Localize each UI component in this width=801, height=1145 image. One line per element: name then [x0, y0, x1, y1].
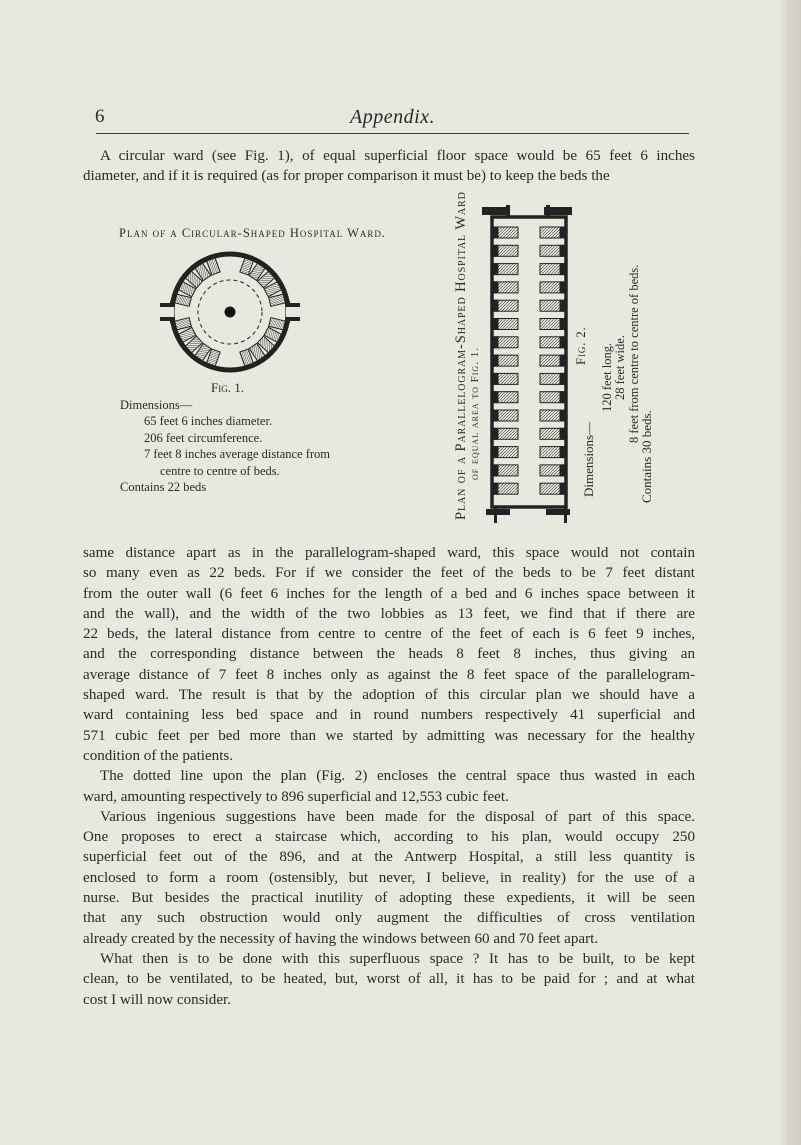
text-line: The dotted line upon the plan (Fig. 2) encloses the central space thus wasted in each	[100, 768, 695, 785]
bed-head-icon	[560, 392, 564, 403]
bed-icon	[175, 294, 192, 306]
text-line: Various ingenious suggestions have been made for the disposal of part of this space.	[100, 808, 695, 825]
bed-head-icon	[494, 392, 498, 403]
bed-head-icon	[560, 465, 564, 476]
dimension-line: 120 feet long.	[600, 342, 614, 412]
bed-head-icon	[494, 447, 498, 458]
figure-2-caption: Fig. 2.	[573, 326, 588, 365]
figure-1-caption: Fig. 1.	[211, 380, 244, 395]
figure-2-dimensions-label: Dimensions—	[581, 421, 596, 497]
bed-head-icon	[494, 319, 498, 330]
text-line: and the wall), and the width of the two lobbies as 13 feet, we find that if there are	[83, 605, 695, 622]
header-rule	[96, 133, 689, 134]
body-text	[83, 543, 695, 1010]
page-edge	[779, 0, 801, 1145]
text-line: clean, to be ventilated, to be heated, but, worst of all, it has to be paid for ; and at what	[83, 971, 695, 988]
bed-head-icon	[560, 355, 564, 366]
dimensions-label: Dimensions—	[120, 398, 193, 412]
figure-2-bed-count: Contains 30 beds.	[639, 410, 654, 503]
bed-icon	[269, 294, 286, 306]
figure-1-title: Plan of a Circular-Shaped Hospital Ward.	[119, 226, 387, 240]
text-line: ward containing less bed space and in round numbers respectively 41 superficial and	[83, 707, 695, 724]
dimension-line: 28 feet wide.	[613, 335, 627, 400]
text-line: 571 cubic feet per bed more than we started by admitting was necessary for the healthy	[83, 727, 695, 744]
text-line: already created by the necessity of having the windows between 60 and 70 feet apart.	[83, 930, 599, 947]
dimension-line: 8 feet from centre to centre of beds.	[627, 264, 641, 443]
text-line: enclosed to form a room (ostensibly, but never, I believe, in reality) for the use of a	[83, 869, 695, 886]
bed-head-icon	[560, 319, 564, 330]
text-line: 22 beds, the lateral distance from centre to centre of the feet of each is 6 feet 9 inches,	[83, 626, 695, 643]
figure-1-dimensions	[120, 397, 330, 495]
text-line: shaped ward. The result is that by the adoption of this circular plan we should have a	[83, 687, 695, 704]
dimension-line: 206 feet circumference.	[144, 430, 263, 445]
bed-head-icon	[494, 465, 498, 476]
bed-head-icon	[560, 410, 564, 421]
dimension-line: 7 feet 8 inches average distance from	[144, 447, 331, 462]
bed-head-icon	[560, 483, 564, 494]
text-line: and the corresponding distance between the heads 8 feet 8 inches, thus giving an	[83, 646, 695, 663]
text-line: ward, amounting respectively to 896 superficial and 12,553 cubic feet.	[83, 788, 509, 805]
page-number: 6	[95, 106, 105, 127]
bed-head-icon	[494, 355, 498, 366]
running-title: Appendix.	[349, 106, 436, 128]
bed-head-icon	[560, 227, 564, 238]
bed-head-icon	[560, 447, 564, 458]
text-line: so many even as 22 beds. For if we consider the feet of the beds to be 7 feet distant	[83, 565, 695, 582]
bed-head-icon	[494, 245, 498, 256]
bed-head-icon	[494, 264, 498, 275]
text-line: diameter, and if it is required (as for proper comparison it must be) to keep the beds the	[83, 168, 610, 185]
bed-head-icon	[494, 227, 498, 238]
bed-head-icon	[494, 483, 498, 494]
figure-2-parallelogram-ward-plan	[482, 205, 572, 523]
bed-head-icon	[494, 337, 498, 348]
text-line: One proposes to erect a staircase which, according to his plan, would occupy 250	[83, 829, 695, 846]
text-line: superficial feet out of the 896, and at the Antwerp Hospital, a still less quantity is	[83, 849, 695, 866]
bed-head-icon	[560, 282, 564, 293]
dimension-line: centre to centre of beds.	[160, 463, 280, 478]
text-line: that any such obstruction would only augment the difficulties of cross ventilation	[83, 910, 695, 927]
text-line: cost I will now consider.	[83, 991, 231, 1008]
bed-count: Contains 22 beds	[120, 480, 207, 495]
text-line: same distance apart as in the parallelogram-shaped ward, this space would not contain	[83, 545, 695, 561]
bed-head-icon	[494, 428, 498, 439]
text-line: nurse. But besides the practical inutility of adopting these expedients, it will be seen	[83, 890, 695, 907]
figure-2-title: Plan of a Parallelogram-Shaped Hospital Ward	[453, 191, 469, 520]
bed-head-icon	[560, 428, 564, 439]
bed-head-icon	[494, 282, 498, 293]
figure-2-subtitle: of equal area to Fig. 1.	[469, 347, 481, 480]
text-line: from the outer wall (6 feet 6 inches for the length of a bed and 6 inches space between it	[83, 585, 695, 602]
intro-paragraph	[83, 146, 695, 187]
bed-icon	[269, 318, 286, 330]
text-line: average distance of 7 feet 8 inches only as against the 8 feet space of the parallelogram-	[83, 666, 695, 683]
bed-head-icon	[560, 300, 564, 311]
bed-head-icon	[494, 300, 498, 311]
text-line: What then is to be done with this superfluous space ? It has to be built, to be kept	[100, 950, 695, 967]
bed-head-icon	[560, 264, 564, 275]
page-header	[95, 106, 690, 130]
bed-head-icon	[494, 373, 498, 384]
bed-head-icon	[560, 337, 564, 348]
bed-head-icon	[560, 373, 564, 384]
dimension-line: 65 feet 6 inches diameter.	[144, 414, 273, 429]
figure-1-circular-ward-plan	[160, 244, 300, 380]
text-line: condition of the patients.	[83, 747, 234, 764]
bed-head-icon	[560, 245, 564, 256]
bed-head-icon	[494, 410, 498, 421]
bed-icon	[175, 318, 192, 330]
text-line: A circular ward (see Fig. 1), of equal superficial floor space would be 65 feet 6 inches	[100, 148, 695, 164]
